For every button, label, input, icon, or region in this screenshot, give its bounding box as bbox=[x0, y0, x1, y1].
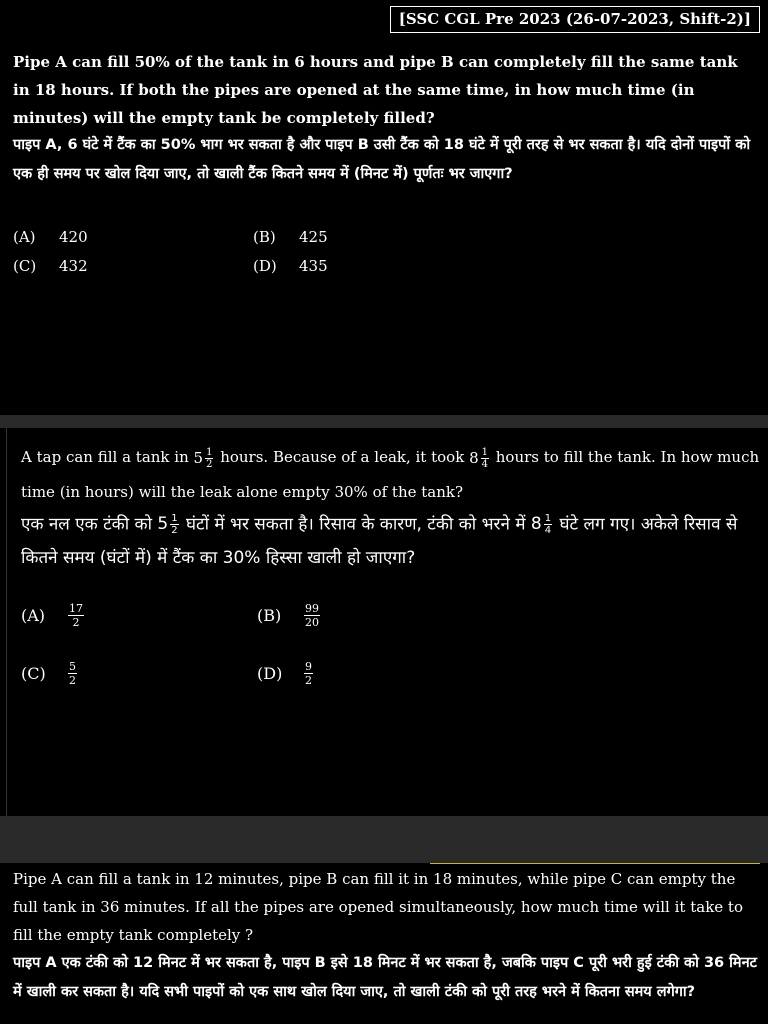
fraction-numerator: 1 bbox=[171, 513, 178, 524]
options-row bbox=[13, 251, 613, 280]
option-letter: (C) bbox=[13, 256, 37, 275]
option-letter: (B) bbox=[253, 227, 276, 246]
question-3-english: Pipe A can fill a tank in 12 minutes, pipe B can fill it in 18 minutes, while pipe C can empty the full tank in 36 minutes. If all the pipes are opened simultaneously, how much time will it take to fill the empty tank completely ? bbox=[13, 870, 743, 944]
question-3-hindi: पाइप A एक टंकी को 12 मिनट में भर सकता है, पाइप B इसे 18 मिनट में भर सकता है, जबकि पाइप C पूरी भरी हुई टंकी को 36 मिनट में खाली कर सकता है। यदि सभी पाइपों को एक साथ खोल दिया जाए, तो खाली टंकी को पूरी तरह भरने में कितना समय लगेगा? bbox=[13, 955, 757, 1000]
option-letter: (D) bbox=[253, 256, 277, 275]
fraction bbox=[170, 513, 178, 536]
fraction-whole: 5 bbox=[157, 514, 169, 534]
option-value: 432 bbox=[59, 256, 88, 275]
option-value: 435 bbox=[299, 256, 328, 275]
option-a[interactable] bbox=[21, 602, 257, 629]
option-letter: (A) bbox=[21, 605, 46, 625]
fraction-denominator: 4 bbox=[481, 458, 488, 470]
fraction-denominator: 2 bbox=[171, 525, 178, 536]
option-b[interactable] bbox=[253, 228, 328, 246]
option-a[interactable] bbox=[13, 228, 253, 246]
fraction-numerator: 99 bbox=[305, 601, 319, 615]
fraction-numerator: 17 bbox=[69, 601, 83, 615]
option-value: 425 bbox=[299, 227, 328, 246]
fraction-numerator: 1 bbox=[206, 446, 213, 458]
fraction-whole: 8 bbox=[469, 449, 479, 467]
option-b[interactable] bbox=[257, 602, 322, 629]
question-text: A tap can fill a tank in bbox=[21, 448, 194, 466]
fraction bbox=[205, 447, 213, 470]
fraction-denominator: 20 bbox=[305, 615, 319, 629]
option-letter: (D) bbox=[257, 663, 283, 683]
fraction-denominator: 2 bbox=[206, 458, 213, 470]
option-d[interactable] bbox=[253, 257, 328, 275]
mixed-fraction bbox=[194, 441, 216, 475]
exam-source-tag: [SSC CGL Pre 2023 (26-07-2023, Shift-2)] bbox=[390, 6, 760, 33]
question-text: घंटे लग गए। अकेले रिसाव से कितने समय (घंटों में) में टैंक का 30% हिस्सा खाली हो जाएगा? bbox=[21, 514, 738, 568]
question-1-english: Pipe A can fill 50% of the tank in 6 hours and pipe B can completely fill the same tank in 18 hours. If both the pipes are opened at the same time, in how much time (in minutes) will the empty tank be completely filled? bbox=[13, 53, 738, 127]
option-c[interactable] bbox=[13, 257, 253, 275]
mixed-fraction bbox=[531, 508, 554, 541]
question-2-english bbox=[21, 440, 761, 509]
option-letter: (A) bbox=[13, 227, 36, 246]
section-divider bbox=[0, 415, 768, 428]
fraction-denominator: 2 bbox=[69, 673, 76, 687]
fraction-numerator: 1 bbox=[481, 446, 488, 458]
question-1-block bbox=[0, 0, 768, 415]
fraction bbox=[481, 447, 489, 470]
option-letter: (B) bbox=[257, 605, 282, 625]
fraction-denominator: 2 bbox=[305, 673, 312, 687]
options-row bbox=[21, 644, 621, 702]
question-1-hindi: पाइप A, 6 घंटे में टैंक का 50% भाग भर सकता है और पाइप B उसी टैंक को 18 घंटे में पूरी तरह से भर सकता है। यदि दोनों पाइपों को एक ही समय पर खोल दिया जाए, तो खाली टैंक कितने समय में (मिनट में) पूर्णतः भर जाएगा? bbox=[13, 137, 751, 182]
question-text: एक नल एक टंकी को bbox=[21, 514, 158, 535]
question-text: hours to fill the tank. In how much time (in hours) will the leak alone empty 30% of the tank? bbox=[21, 448, 760, 501]
fraction bbox=[68, 602, 84, 629]
option-c[interactable] bbox=[21, 660, 257, 687]
question-2-options bbox=[21, 586, 621, 702]
mixed-fraction bbox=[157, 508, 180, 541]
option-d[interactable] bbox=[257, 660, 315, 687]
fraction-numerator: 9 bbox=[305, 659, 312, 673]
fraction-denominator: 2 bbox=[72, 615, 80, 629]
question-2-hindi bbox=[21, 508, 761, 575]
mixed-fraction bbox=[469, 441, 491, 475]
question-text: घंटों में भर सकता है। रिसाव के कारण, टंकी को भरने में bbox=[180, 514, 531, 535]
options-row bbox=[13, 222, 613, 251]
decorative-rule bbox=[430, 863, 760, 864]
fraction-numerator: 1 bbox=[544, 513, 552, 524]
question-1-options bbox=[13, 222, 613, 280]
question-text: hours. Because of a leak, it took bbox=[215, 448, 470, 466]
section-divider bbox=[0, 816, 768, 863]
fraction-whole: 8 bbox=[530, 514, 542, 534]
question-3-block bbox=[0, 863, 768, 1024]
fraction bbox=[304, 602, 320, 629]
option-value: 420 bbox=[59, 227, 88, 246]
question-2-block bbox=[6, 428, 768, 816]
fraction bbox=[304, 660, 313, 687]
fraction bbox=[68, 660, 77, 687]
fraction-numerator: 5 bbox=[69, 659, 76, 673]
option-letter: (C) bbox=[21, 663, 46, 683]
fraction-whole: 5 bbox=[193, 449, 204, 467]
fraction-denominator: 4 bbox=[544, 525, 552, 536]
fraction bbox=[544, 513, 552, 536]
options-row bbox=[21, 586, 621, 644]
